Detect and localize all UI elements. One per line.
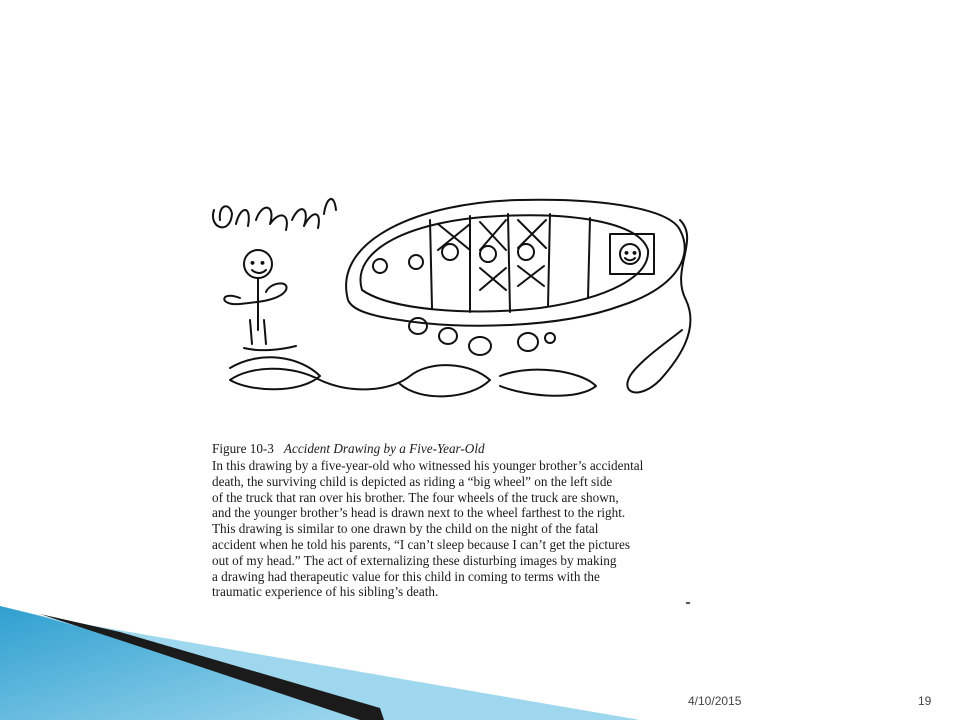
slide-date: 4/10/2015 (688, 694, 742, 708)
caption-line: of the truck that ran over his brother. The four wheels of the truck are shown, (212, 489, 619, 505)
caption-line: a drawing had therapeutic value for this child in coming to terms with the (212, 568, 600, 584)
figure-number: Figure 10-3 (212, 441, 274, 456)
caption-line: accident when he told his parents, “I can’t sleep because I can’t get the pictures (212, 536, 631, 552)
slide-page-number: 19 (918, 694, 932, 708)
caption-line: out of my head.” The act of externalizing these disturbing images by making (212, 552, 617, 568)
figure-name: Accident Drawing by a Five-Year-Old (283, 441, 485, 456)
caption-line: This drawing is similar to one drawn by the child on the night of the fatal (212, 521, 599, 537)
caption-line: death, the surviving child is depicted as riding a “big wheel” on the left side (212, 473, 613, 489)
caption-line: In this drawing by a five-year-old who witnessed his younger brother’s accidental (212, 458, 644, 473)
caption-line: traumatic experience of his sibling’s death. (212, 584, 439, 600)
caption-line: and the younger brother’s head is drawn next to the wheel farthest to the right. (212, 505, 626, 521)
